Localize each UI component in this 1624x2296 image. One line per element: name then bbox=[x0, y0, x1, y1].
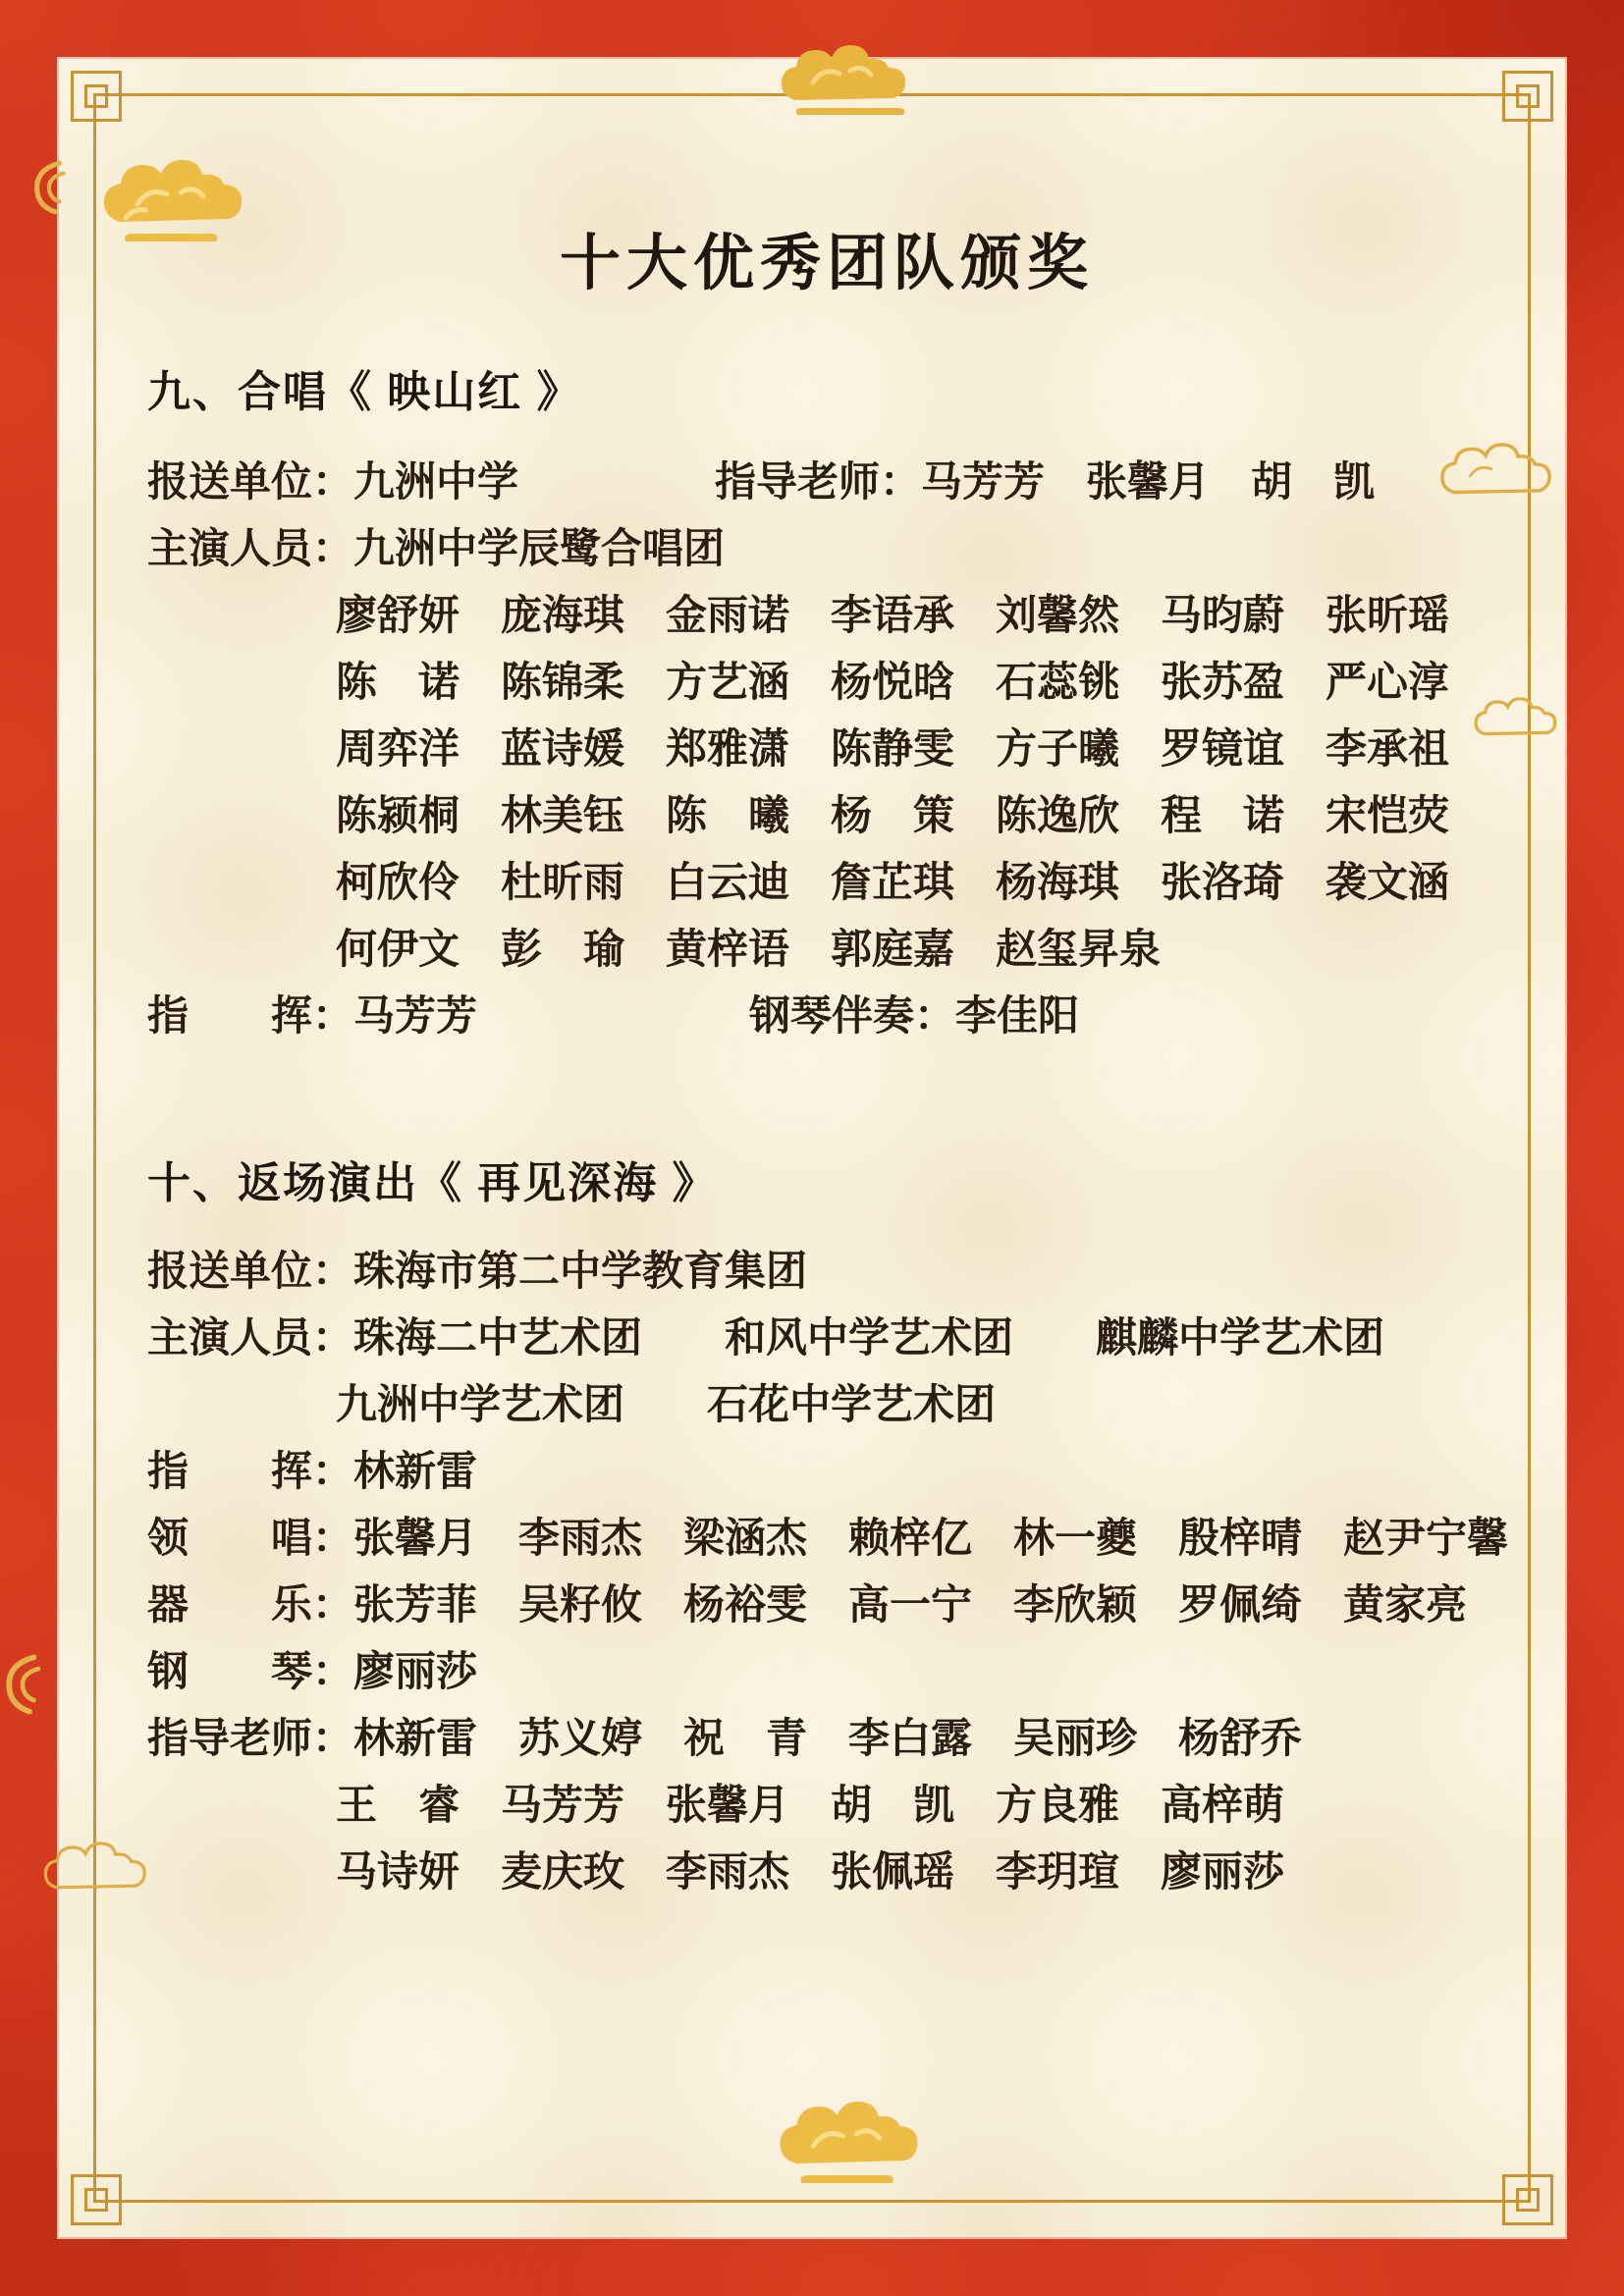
member-names: 陈颍桐 林美钰 陈 曦 杨 策 陈逸欣 程 诺 宋恺荧 bbox=[336, 792, 1450, 838]
frame-corner-inner-square bbox=[1516, 84, 1540, 108]
conductor-row bbox=[147, 1438, 1506, 1505]
conductor-value: 林新雷 bbox=[353, 1448, 478, 1494]
unit-teacher-row bbox=[147, 449, 1506, 515]
section10-heading: 十、返场演出《 再见深海 》 bbox=[147, 1159, 718, 1207]
member-row bbox=[147, 649, 1506, 716]
member-names: 陈 诺 陈锦柔 方艺涵 杨悦晗 石蕊铫 张苏盈 严心淳 bbox=[336, 659, 1450, 705]
mentor-names: 王 睿 马芳芳 张馨月 胡 凯 方良雅 高梓萌 bbox=[336, 1782, 1285, 1828]
piano-accompany-value: 李佳阳 bbox=[955, 992, 1080, 1039]
piano-row bbox=[147, 1638, 1506, 1705]
mentor-label: 指导老师： bbox=[147, 1715, 354, 1761]
unit-label: 报送单位： bbox=[147, 1248, 354, 1294]
instrument-row bbox=[147, 1572, 1506, 1638]
member-names: 周弈洋 蓝诗媛 郑雅潇 陈静雯 方子曦 罗镜谊 李承祖 bbox=[336, 725, 1450, 772]
member-row bbox=[147, 782, 1506, 849]
frame-corner-top-left-icon bbox=[71, 71, 122, 122]
swirl-ornament-left-middle-icon bbox=[0, 1647, 45, 1722]
piano-label: 钢 琴： bbox=[147, 1648, 354, 1694]
piano-value: 廖丽莎 bbox=[353, 1648, 478, 1694]
page-title: 十大优秀团队颁奖 bbox=[559, 230, 1094, 297]
member-row bbox=[147, 916, 1506, 983]
unit-value: 九洲中学 bbox=[353, 458, 519, 505]
section9-body bbox=[147, 449, 1506, 1049]
document-content bbox=[147, 0, 1509, 1905]
cast-row bbox=[147, 1305, 1506, 1371]
cast-row-continued bbox=[147, 1371, 1506, 1438]
member-names: 何伊文 彭 瑜 黄梓语 郭庭嘉 赵玺昇泉 bbox=[336, 926, 1162, 972]
lead-vocal-value: 张馨月 李雨杰 梁涵杰 赖梓亿 林一夔 殷梓晴 赵尹宁馨 bbox=[353, 1515, 1509, 1561]
lead-vocal-row bbox=[147, 1505, 1509, 1572]
mentor-names: 马诗妍 麦庆玫 李雨杰 张佩瑶 李玥瑄 廖丽莎 bbox=[336, 1848, 1285, 1895]
section10-body bbox=[147, 1238, 1509, 1905]
member-row bbox=[147, 716, 1506, 782]
mentor-names: 林新雷 苏义婷 祝 青 李白露 吴丽珍 杨舒乔 bbox=[353, 1715, 1303, 1761]
cast-value-2: 九洲中学艺术团 石花中学艺术团 bbox=[336, 1381, 997, 1427]
frame-corner-bottom-left-icon bbox=[71, 2174, 122, 2225]
instrument-label: 器 乐： bbox=[147, 1581, 354, 1628]
conductor-value: 马芳芳 bbox=[353, 992, 478, 1039]
member-names: 柯欣伶 杜昕雨 白云迪 詹芷琪 杨海琪 张洛琦 袭文涵 bbox=[336, 859, 1450, 905]
cast-value: 珠海二中艺术团 和风中学艺术团 麒麟中学艺术团 bbox=[353, 1314, 1385, 1361]
mentor-row-continued bbox=[147, 1772, 1506, 1839]
frame-corner-inner-square bbox=[84, 84, 108, 108]
frame-corner-bottom-right-icon bbox=[1502, 2174, 1553, 2225]
unit-row bbox=[147, 1238, 1506, 1305]
frame-corner-inner-square bbox=[84, 2188, 108, 2212]
section9-heading: 九、合唱《 映山红 》 bbox=[147, 368, 582, 416]
mentor-row-continued bbox=[147, 1839, 1506, 1905]
conductor-label: 指 挥： bbox=[147, 1448, 354, 1494]
mentor-row bbox=[147, 1705, 1506, 1772]
unit-value: 珠海市第二中学教育集团 bbox=[353, 1248, 808, 1294]
unit-label: 报送单位： bbox=[147, 458, 354, 505]
member-row bbox=[147, 849, 1506, 916]
conductor-label: 指 挥： bbox=[147, 992, 354, 1039]
frame-corner-top-right-icon bbox=[1502, 71, 1553, 122]
instrument-value: 张芳菲 吴籽攸 杨裕雯 高一宁 李欣颖 罗佩绮 黄家亮 bbox=[353, 1581, 1468, 1628]
frame-corner-inner-square bbox=[1516, 2188, 1540, 2212]
cast-label: 主演人员： bbox=[147, 1314, 354, 1361]
piano-accompany-label: 钢琴伴奏： bbox=[749, 992, 956, 1039]
teacher-value: 马芳芳 张馨月 胡 凯 bbox=[921, 458, 1376, 505]
cast-row bbox=[147, 515, 1506, 582]
teacher-label: 指导老师： bbox=[715, 458, 922, 505]
lead-vocal-label: 领 唱： bbox=[147, 1515, 354, 1561]
member-names: 廖舒妍 庞海琪 金雨诺 李语承 刘馨然 马昀蔚 张昕瑶 bbox=[336, 592, 1450, 638]
cast-value: 九洲中学辰鹭合唱团 bbox=[353, 525, 726, 571]
cast-label: 主演人员： bbox=[147, 525, 354, 571]
conductor-piano-row bbox=[147, 983, 1506, 1049]
member-row bbox=[147, 582, 1506, 649]
